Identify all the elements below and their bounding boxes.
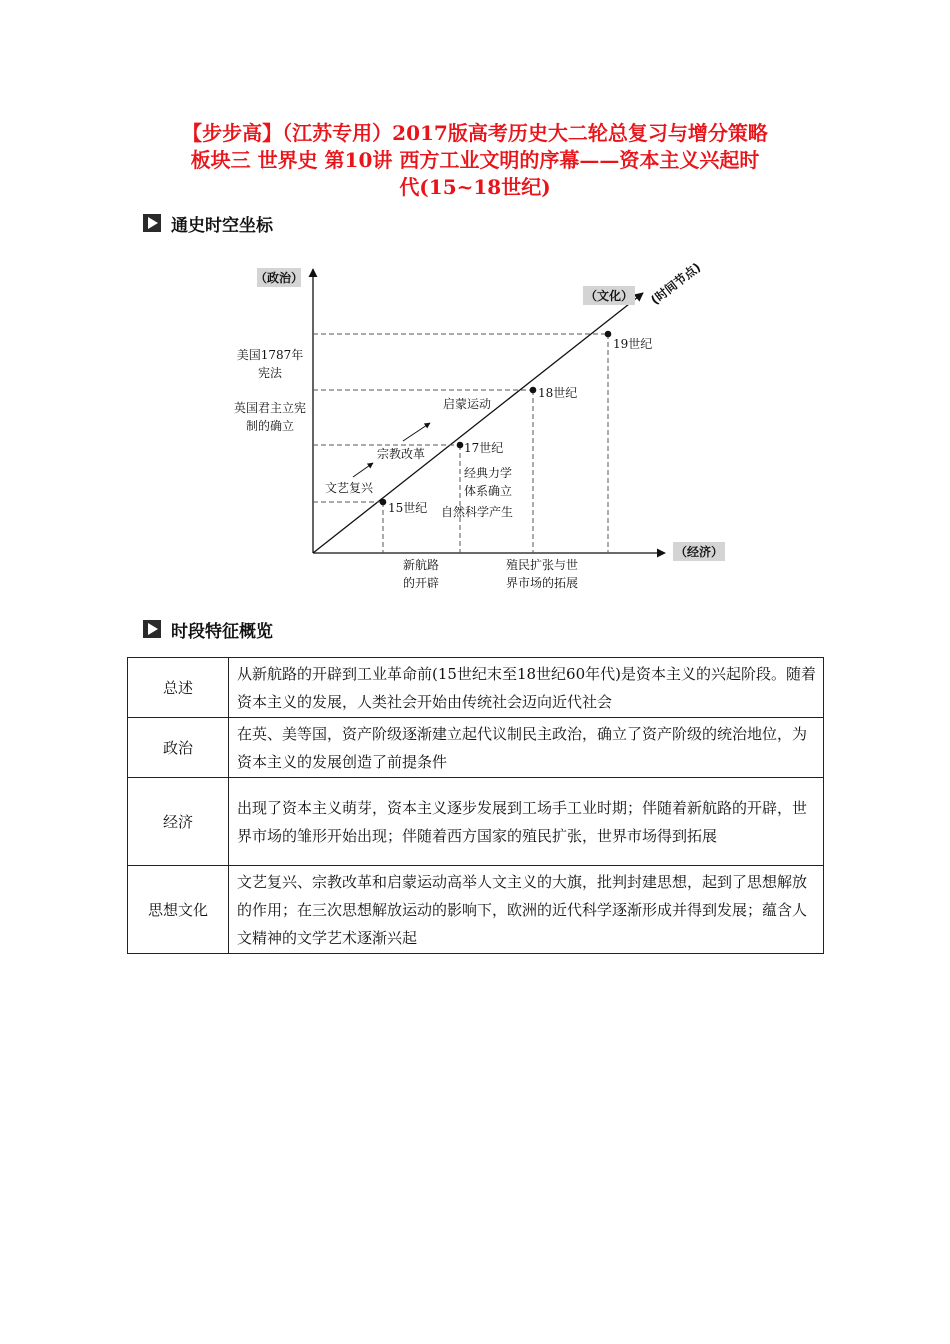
table-row xyxy=(128,778,824,866)
enlightenment-label: 启蒙运动 xyxy=(443,397,492,411)
culture-tag: （文化） xyxy=(584,289,634,303)
new-route-line1: 新航路 xyxy=(402,558,440,572)
us-constitution-line2: 宪法 xyxy=(257,366,283,380)
timeline-diagram xyxy=(225,255,745,595)
section-heading-timeline xyxy=(143,212,273,234)
play-triangle-icon xyxy=(143,214,161,232)
arrow-renaissance-to-reformation xyxy=(353,463,373,477)
node-18th-dot xyxy=(530,387,537,394)
uk-monarchy-line1: 英国君主立宪 xyxy=(233,401,307,415)
arrow-reformation-to-enlightenment xyxy=(403,423,430,441)
table-row xyxy=(128,658,824,718)
economy-tag: （经济） xyxy=(674,545,724,559)
row-label: 思想文化 xyxy=(128,866,229,954)
colonial-expansion-line1: 殖民扩张与世 xyxy=(505,558,579,572)
row-label: 总述 xyxy=(128,658,229,718)
node-18th-label: 18世纪 xyxy=(538,386,578,400)
row-content: 在英、美等国，资产阶级逐渐建立起代议制民主政治，确立了资产阶级的统治地位，为资本主义的发展创造了前提条件 xyxy=(229,718,824,778)
us-constitution-line1: 美国1787年 xyxy=(236,348,304,362)
section-heading-overview xyxy=(143,618,273,640)
title-line-3: 代(15~18世纪) xyxy=(399,175,551,199)
row-content: 从新航路的开辟到工业革命前(15世纪末至18世纪60年代)是资本主义的兴起阶段。随着资本主义的发展，人类社会开始由传统社会迈向近代社会 xyxy=(229,658,824,718)
section-heading-text: 时段特征概览 xyxy=(171,621,273,642)
time-node-label: (时间节点) xyxy=(648,260,704,308)
row-content: 出现了资本主义萌芽，资本主义逐步发展到工场手工业时期；伴随着新航路的开辟，世界市场的雏形开始出现；伴随着西方国家的殖民扩张，世界市场得到拓展 xyxy=(229,778,824,866)
politics-tag: （政治） xyxy=(254,271,304,285)
row-content: 文艺复兴、宗教改革和启蒙运动高举人文主义的大旗，批判封建思想，起到了思想解放的作用；在三次思想解放运动的影响下，欧洲的近代科学逐渐形成并得到发展；蕴含人文精神的文学艺术逐渐兴起 xyxy=(229,866,824,954)
table-row xyxy=(128,866,824,954)
node-19th-label: 19世纪 xyxy=(613,337,653,351)
table-row xyxy=(128,718,824,778)
period-overview-table xyxy=(127,657,824,954)
colonial-expansion-line2: 界市场的拓展 xyxy=(505,576,579,590)
mechanics-line1: 经典力学 xyxy=(464,466,513,480)
title-line-2: 板块三 世界史 第10讲 西方工业文明的序幕——资本主义兴起时 xyxy=(190,148,760,172)
section-heading-text: 通史时空坐标 xyxy=(171,215,273,236)
reformation-label: 宗教改革 xyxy=(377,447,426,461)
title-line-1: 【步步高】（江苏专用）2017版高考历史大二轮总复习与增分策略 xyxy=(182,121,768,145)
node-17th-label: 17世纪 xyxy=(464,441,504,455)
natural-science-label: 自然科学产生 xyxy=(441,505,514,519)
node-19th-dot xyxy=(605,331,612,338)
mechanics-line2: 体系确立 xyxy=(464,484,513,498)
renaissance-label: 文艺复兴 xyxy=(325,481,374,495)
play-triangle-icon xyxy=(143,620,161,638)
document-title xyxy=(120,120,830,201)
row-label: 经济 xyxy=(128,778,229,866)
node-15th-dot xyxy=(380,499,387,506)
new-route-line2: 的开辟 xyxy=(402,576,440,590)
uk-monarchy-line2: 制的确立 xyxy=(245,419,295,433)
node-15th-label: 15世纪 xyxy=(388,501,428,515)
row-label: 政治 xyxy=(128,718,229,778)
node-17th-dot xyxy=(457,442,464,449)
